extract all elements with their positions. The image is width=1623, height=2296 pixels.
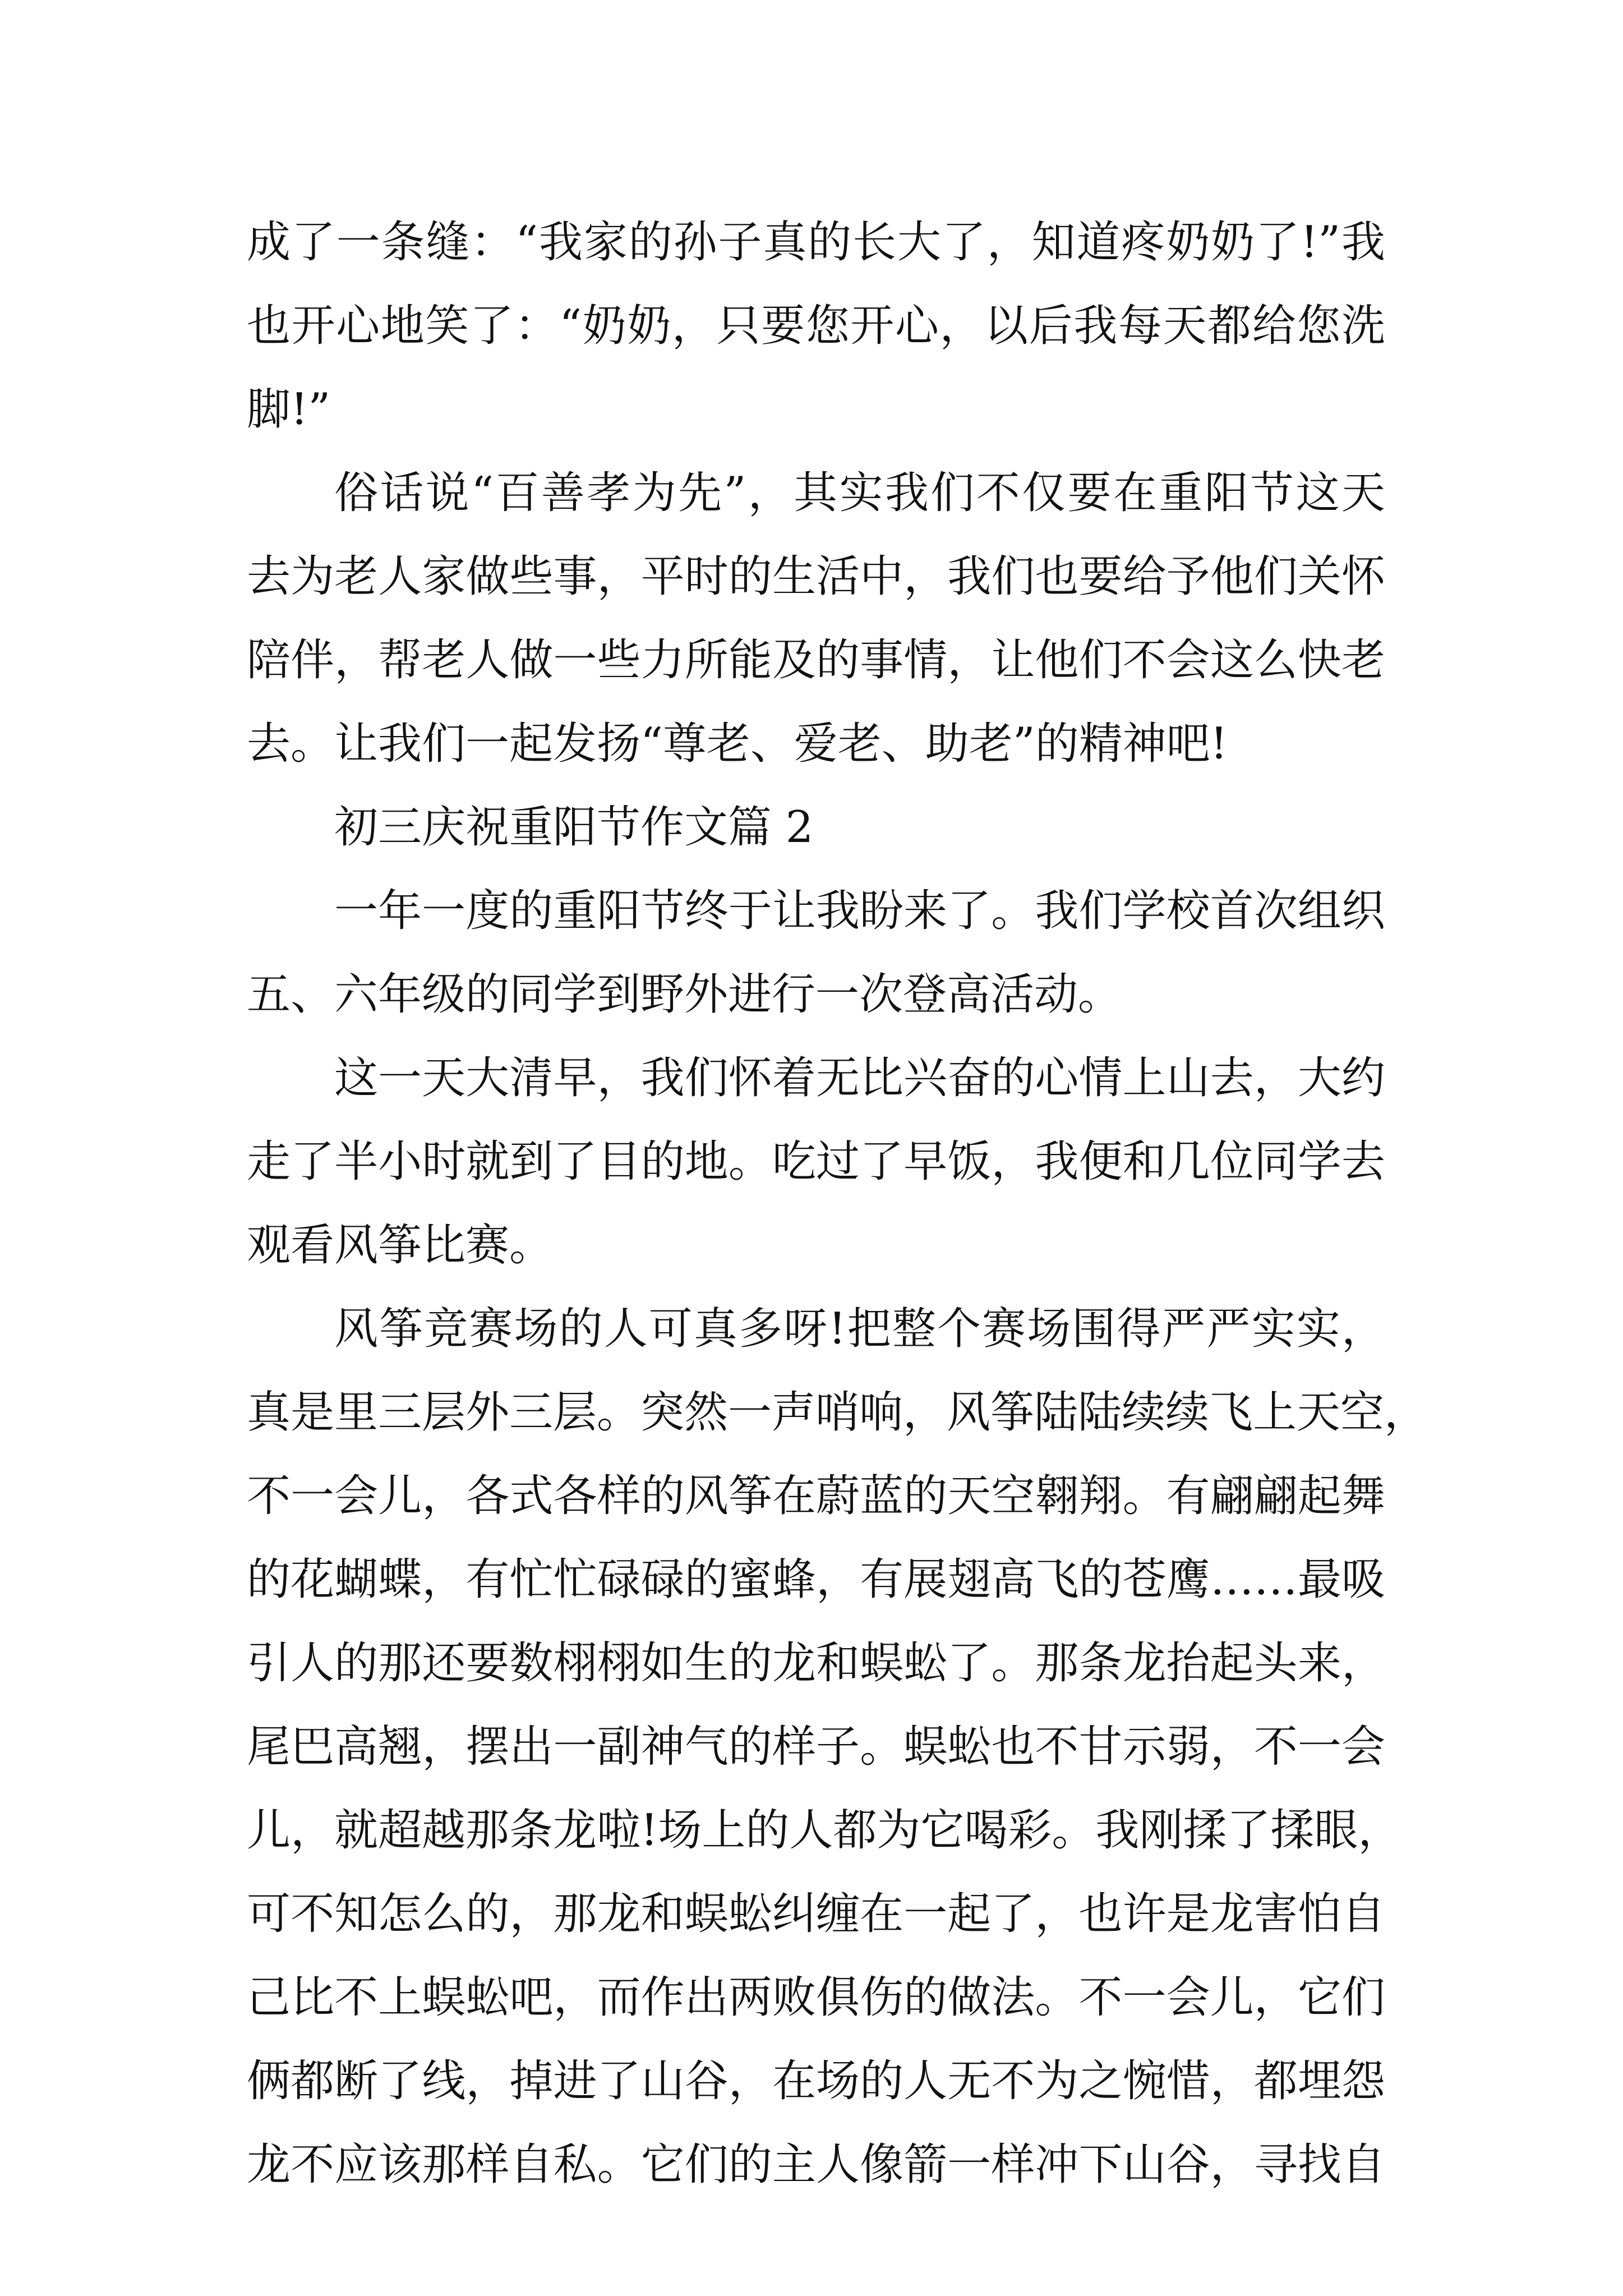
paragraph-3-line: 五、六年级的同学到野外进行一次登高活动。 <box>247 969 1122 1020</box>
paragraph-1-line: 也开心地笑了：“奶奶，只要您开心，以后我每天都给您洗 <box>247 301 1385 351</box>
paragraph-5-line: 风筝竞赛场的人可真多呀!把整个赛场围得严严实实， <box>334 1304 1385 1354</box>
paragraph-2-line: 去为老人家做些事，平时的生活中，我们也要给予他们关怀 <box>247 551 1385 602</box>
section-heading: 初三庆祝重阳节作文篇 2 <box>334 802 814 853</box>
paragraph-4-line: 观看风筝比赛。 <box>247 1220 554 1271</box>
paragraph-2-line: 陪伴，帮老人做一些力所能及的事情，让他们不会这么快老 <box>247 635 1385 685</box>
paragraph-3-line: 一年一度的重阳节终于让我盼来了。我们学校首次组织 <box>334 886 1385 936</box>
paragraph-4-line: 走了半小时就到了目的地。吃过了早饭，我便和几位同学去 <box>247 1137 1385 1187</box>
essay-body <box>247 201 1428 2207</box>
paragraph-1-line: 成了一条缝：“我家的孙子真的长大了，知道疼奶奶了!”我 <box>247 217 1385 268</box>
paragraph-5-line: 真是里三层外三层。突然一声哨响，风筝陆陆续续飞上天空， <box>247 1387 1428 1438</box>
paragraph-1-line: 脚!” <box>247 384 331 435</box>
paragraph-5-line: 尾巴高翘，摆出一副神气的样子。蜈蚣也不甘示弱，不一会 <box>247 1722 1385 1772</box>
paragraph-2-line: 去。让我们一起发扬“尊老、爱老、助老”的精神吧! <box>247 719 1228 769</box>
paragraph-5-line: 儿，就超越那条龙啦!场上的人都为它喝彩。我刚揉了揉眼， <box>247 1805 1402 1856</box>
paragraph-5-line: 的花蝴蝶，有忙忙碌碌的蜜蜂，有展翅高飞的苍鹰……最吸 <box>247 1554 1385 1605</box>
paragraph-2-line: 俗话说“百善孝为先”，其实我们不仅要在重阳节这天 <box>334 468 1385 518</box>
paragraph-5-line: 俩都断了线，掉进了山谷，在场的人无不为之惋惜，都埋怨 <box>247 2056 1385 2106</box>
paragraph-5-line: 己比不上蜈蚣吧，而作出两败俱伤的做法。不一会儿，它们 <box>247 1972 1385 2023</box>
paragraph-5-line: 可不知怎么的，那龙和蜈蚣纠缠在一起了，也许是龙害怕自 <box>247 1889 1385 1939</box>
paragraph-5-line: 不一会儿，各式各样的风筝在蔚蓝的天空翱翔。有翩翩起舞 <box>247 1471 1385 1521</box>
paragraph-4-line: 这一天大清早，我们怀着无比兴奋的心情上山去，大约 <box>334 1053 1385 1103</box>
paragraph-5-line: 引人的那还要数栩栩如生的龙和蜈蚣了。那条龙抬起头来， <box>247 1638 1385 1688</box>
paragraph-5-line: 龙不应该那样自私。它们的主人像箭一样冲下山谷，寻找自 <box>247 2139 1385 2190</box>
